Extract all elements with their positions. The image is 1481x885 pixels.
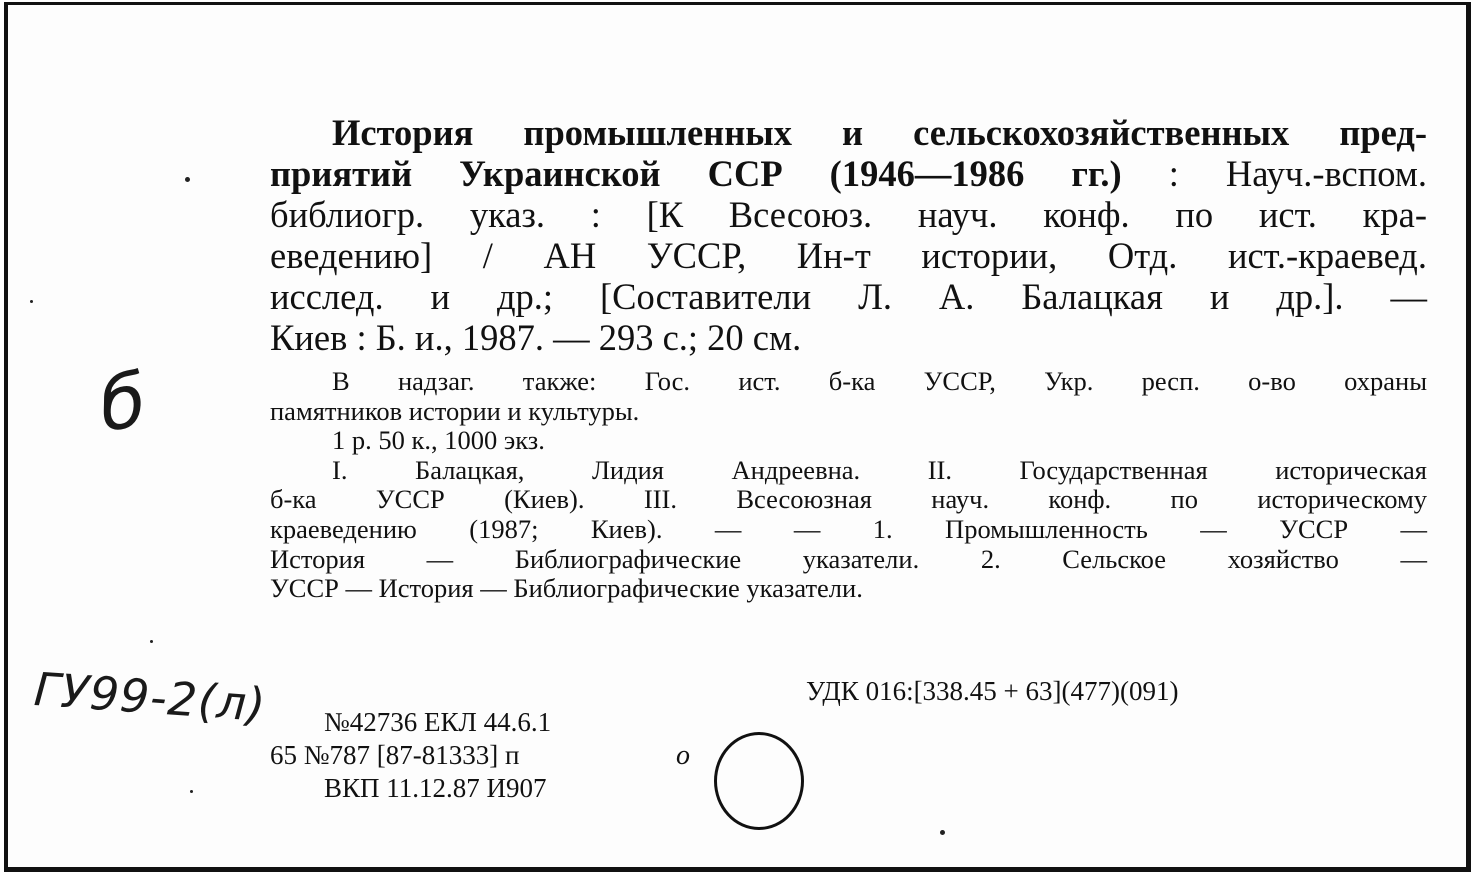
imprint-block (270, 706, 551, 805)
handwritten-margin-mark: б (94, 357, 152, 449)
speck-mark (190, 790, 193, 793)
tracing-line-4: История — Библиографические указатели. 2. Сельское хозяйство — (270, 543, 1427, 574)
speck-mark (940, 830, 945, 835)
main-description (270, 112, 1427, 358)
imprint-line-1: №42736 ЕКЛ 44.6.1 (324, 707, 552, 737)
price-line: 1 р. 50 к., 1000 экз. (332, 425, 545, 456)
notes-section (270, 367, 1427, 604)
title-line-1: История промышленных и сельскохозяйственных пред- (332, 112, 1427, 153)
imprint-line-3: ВКП 11.12.87 И907 (324, 773, 547, 803)
title-line-2: приятий Украинской ССР (1946—1986 гг.) : Науч.-вспом. (270, 153, 1427, 194)
handwritten-shelf-mark: ГУ99-2(л) (32, 661, 268, 733)
description-line-4: еведению] / АН УССР, Ин-т истории, Отд. ист.-краевед. (270, 235, 1427, 276)
description-line-3: библиогр. указ. : [К Всесоюз. науч. конф. по ист. кра- (270, 194, 1427, 235)
note-line-1: В надзаг. также: Гос. ист. б-ка УССР, Укр. респ. о-во охраны (332, 366, 1427, 396)
udk-classification: УДК 016:[338.45 + 63](477)(091) (806, 676, 1179, 706)
description-line-6: Киев : Б. и., 1987. — 293 с.; 20 см. (270, 317, 802, 358)
tracing-line-5: УССР — История — Библиографические указатели. (270, 573, 863, 604)
speck-mark (30, 300, 33, 303)
tracing-line-2: б-ка УССР (Киев). III. Всесоюзная науч. конф. по историческому (270, 484, 1427, 515)
speck-mark (185, 177, 190, 182)
circle-stamp-icon (714, 732, 804, 830)
tracing-line-3: краеведению (1987; Киев). — — 1. Промышленность — УССР — (270, 513, 1427, 544)
imprint-line-2: 65 №787 [87-81333] п (270, 740, 520, 770)
handwritten-stamp-mark: о (676, 740, 690, 771)
bibliographic-entry (270, 112, 1427, 604)
note-line-2: памятников истории и культуры. (270, 395, 640, 426)
speck-mark (150, 640, 153, 643)
description-line-5: исслед. и др.; [Составители Л. А. Балацкая и др.]. — (270, 276, 1427, 317)
tracing-line-1: I. Балацкая, Лидия Андреевна. II. Государственная историческая (332, 454, 1427, 485)
